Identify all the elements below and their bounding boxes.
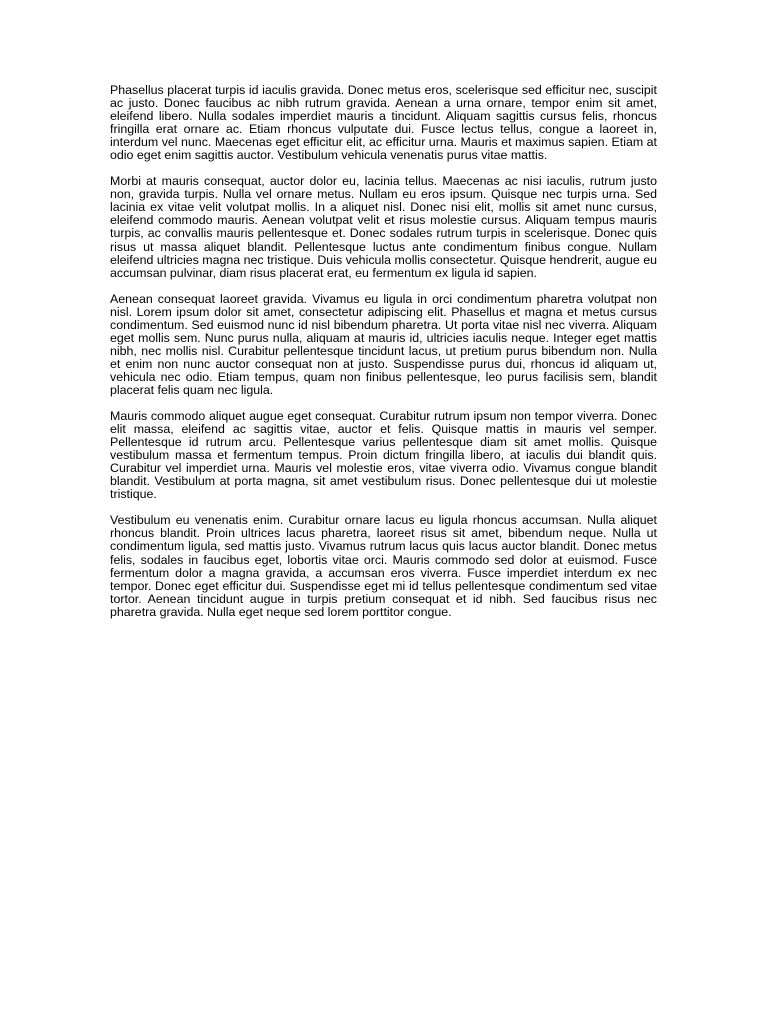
document-body	[110, 84, 657, 632]
paragraph-2: Morbi at mauris consequat, auctor dolor eu, lacinia tellus. Maecenas ac nisi iaculis, rutrum justo non, gravida turpis. Nulla vel ornare metus. Nullam eu eros ipsum. Quisque nec turpis urna. Sed lacinia ex vitae velit volutpat mollis. In a aliquet nisl. Donec nisi elit, mollis sit amet nunc cursus, eleifend commodo mauris. Aenean volutpat velit et risus molestie cursus. Aliquam tempus mauris turpis, ac convallis mauris pellentesque et. Donec sodales rutrum turpis in scelerisque. Donec quis risus ut massa aliquet blandit. Pellentesque luctus ante condimentum finibus congue. Nullam eleifend ultricies magna nec tristique. Duis vehicula mollis consectetur. Quisque hendrerit, augue eu accumsan pulvinar, diam risus placerat erat, eu fermentum ex ligula id sapien.	[110, 174, 657, 280]
paragraph-5: Vestibulum eu venenatis enim. Curabitur ornare lacus eu ligula rhoncus accumsan. Nulla aliquet rhoncus blandit. Proin ultrices lacus pharetra, laoreet risus sit amet, bibendum neque. Nulla ut condimentum ligula, sed mattis justo. Vivamus rutrum lacus quis lacus auctor blandit. Donec metus felis, sodales in faucibus eget, lobortis vitae orci. Mauris commodo sed dolor at euismod. Fusce fermentum dolor a magna gravida, a accumsan eros viverra. Fusce imperdiet interdum ex nec tempor. Donec eget efficitur dui. Suspendisse eget mi id tellus pellentesque condimentum sed vitae tortor. Aenean tincidunt augue in turpis pretium consequat et id nibh. Sed faucibus risus nec pharetra gravida. Nulla eget neque sed lorem porttitor congue.	[110, 513, 657, 619]
paragraph-3: Aenean consequat laoreet gravida. Vivamus eu ligula in orci condimentum pharetra volutpat non nisl. Lorem ipsum dolor sit amet, consectetur adipiscing elit. Phasellus et magna et metus cursus condimentum. Sed euismod nunc id nisl bibendum pharetra. Ut porta vitae nisl nec viverra. Aliquam eget mollis sem. Nunc purus nulla, aliquam at mauris id, ultricies iaculis neque. Integer eget mattis nibh, nec mollis nisl. Curabitur pellentesque tincidunt lacus, ut pretium purus bibendum non. Nulla et enim non nunc auctor consequat non at justo. Suspendisse purus dui, rhoncus id aliquam ut, vehicula nec odio. Etiam tempus, quam non finibus pellentesque, leo purus facilisis sem, blandit placerat felis quam nec ligula.	[110, 291, 657, 397]
paragraph-4: Mauris commodo aliquet augue eget consequat. Curabitur rutrum ipsum non tempor viverra. Donec elit massa, eleifend ac sagittis vitae, auctor et felis. Quisque mattis in mauris vel semper. Pellentesque id rutrum arcu. Pellentesque varius pellentesque diam sit amet mollis. Quisque vestibulum massa et fermentum tempus. Proin dictum fringilla libero, at iaculis dui blandit quis. Curabitur vel imperdiet urna. Mauris vel molestie eros, vitae viverra odio. Vivamus congue blandit blandit. Vestibulum at porta magna, sit amet vestibulum risus. Donec pellentesque dui ut molestie tristique.	[110, 409, 657, 502]
paragraph-1: Phasellus placerat turpis id iaculis gravida. Donec metus eros, scelerisque sed efficitur nec, suscipit ac justo. Donec faucibus ac nibh rutrum gravida. Aenean a urna ornare, tempor enim sit amet, eleifend libero. Nulla sodales imperdiet mauris a tincidunt. Aliquam sagittis cursus felis, rhoncus fringilla erat ornare ac. Etiam rhoncus vulputate dui. Fusce lectus tellus, congue a laoreet in, interdum vel nunc. Maecenas eget efficitur elit, ac efficitur urna. Mauris et maximus sapien. Etiam at odio eget enim sagittis auctor. Vestibulum vehicula venenatis purus vitae mattis.	[110, 83, 657, 163]
